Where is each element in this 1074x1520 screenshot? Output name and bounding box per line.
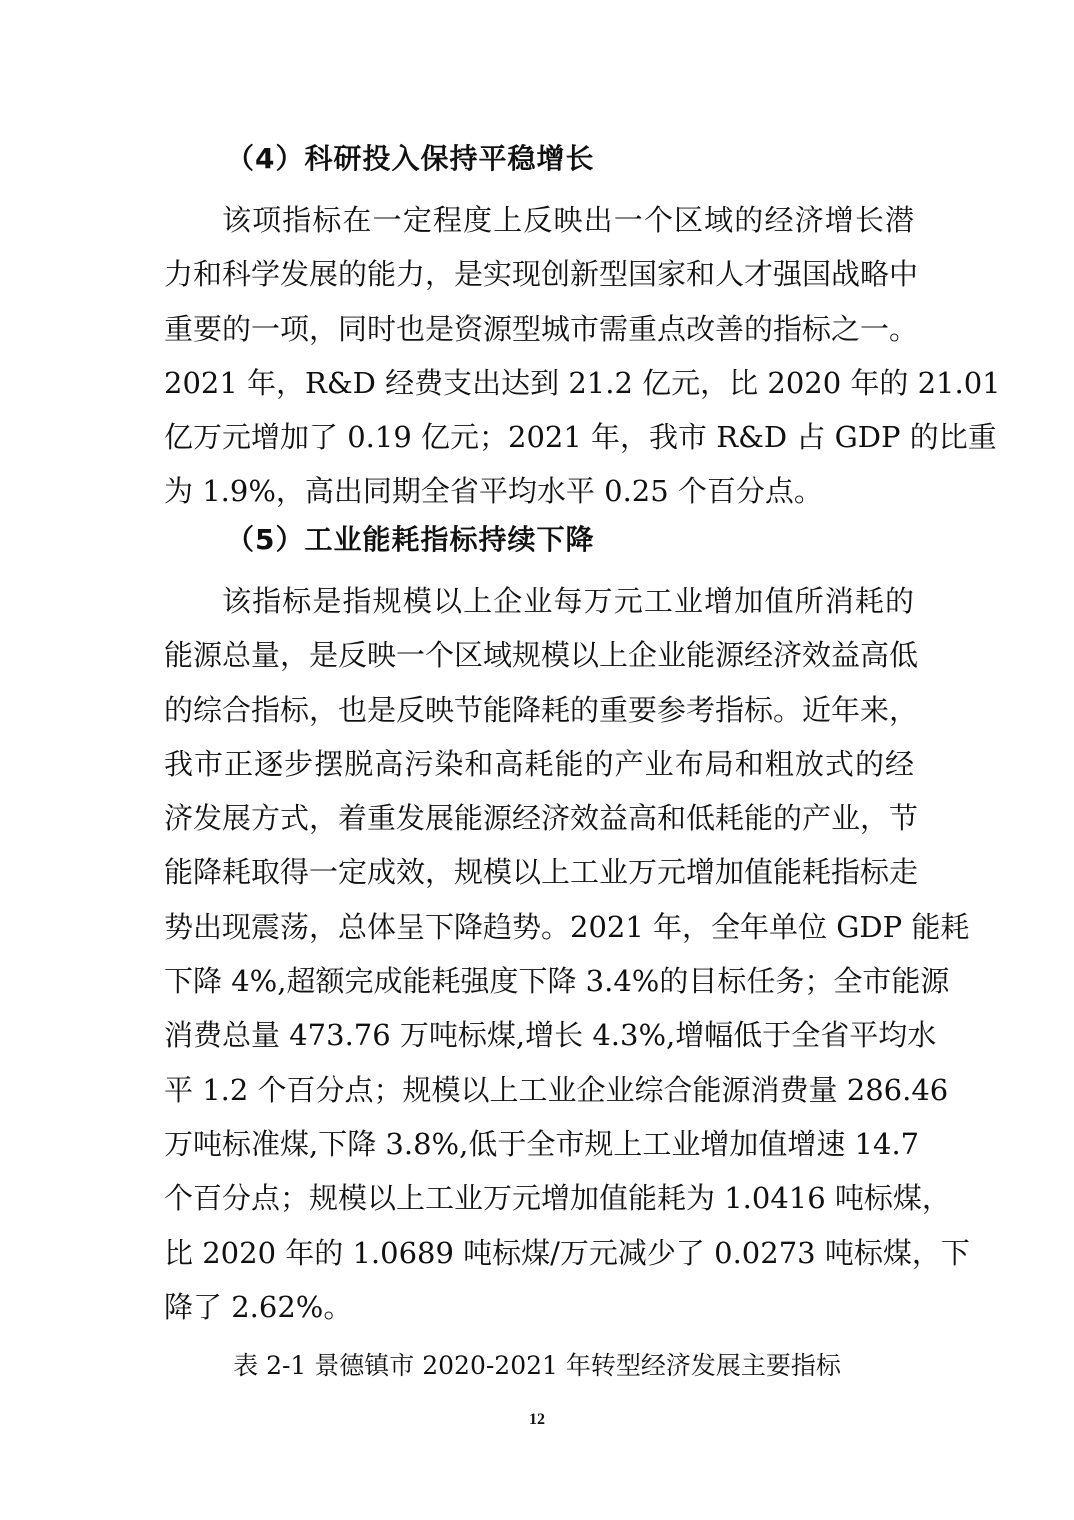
paragraph-line: 该项指标在一定程度上反映出一个区域的经济增长潜	[222, 203, 914, 237]
paragraph-energy-consumption	[164, 574, 970, 1334]
section-heading-energy-consumption: （5）工业能耗指标持续下降	[226, 523, 595, 556]
paragraph-line: 降了 2.62%。	[164, 1289, 353, 1324]
paragraph-line: 为 1.9%，高出同期全省平均水平 0.25 个百分点。	[164, 474, 823, 509]
paragraph-line: 平 1.2 个百分点；规模以上工业企业综合能源消费量 286.46	[164, 1072, 949, 1107]
paragraph-line: 的综合指标，也是反映节能降耗的重要参考指标。近年来，	[164, 692, 919, 727]
table-caption: 表 2-1 景德镇市 2020-2021 年转型经济发展主要指标	[233, 1351, 841, 1380]
paragraph-line: 该指标是指规模以上企业每万元工业增加值所消耗的	[222, 584, 914, 618]
paragraph-line: 济发展方式，着重发展能源经济效益高和低耗能的产业，节	[164, 801, 919, 836]
paragraph-line: 亿万元增加了 0.19 亿元；2021 年，我市 R&D 占 GDP 的比重	[164, 420, 997, 455]
section-heading-rd-investment: （4）科研投入保持平稳增长	[226, 142, 595, 175]
paragraph-line: 万吨标准煤,下降 3.8%,低于全市规上工业增加值增速 14.7	[164, 1126, 920, 1161]
paragraph-line: 2021 年，R&D 经费支出达到 21.2 亿元，比 2020 年的 21.01	[164, 365, 1001, 400]
paragraph-line: 力和科学发展的能力，是实现创新型国家和人才强国战略中	[164, 257, 919, 292]
paragraph-line: 消费总量 473.76 万吨标煤,增长 4.3%,增幅低于全省平均水	[164, 1018, 937, 1053]
paragraph-line: 势出现震荡，总体呈下降趋势。2021 年，全年单位 GDP 能耗	[164, 909, 970, 944]
paragraph-line: 下降 4%,超额完成能耗强度下降 3.4%的目标任务；全市能源	[164, 964, 950, 999]
page-number: 12	[529, 1411, 545, 1428]
paragraph-line: 比 2020 年的 1.0689 吨标煤/万元减少了 0.0273 吨标煤，下	[164, 1235, 970, 1270]
paragraph-line: 重要的一项，同时也是资源型城市需重点改善的指标之一。	[164, 311, 919, 346]
paragraph-line: 能源总量，是反映一个区域规模以上企业能源经济效益高低	[164, 638, 919, 673]
paragraph-line: 能降耗取得一定成效，规模以上工业万元增加值能耗指标走	[164, 855, 919, 890]
paragraph-rd-investment	[164, 193, 1001, 519]
paragraph-line: 个百分点；规模以上工业万元增加值能耗为 1.0416 吨标煤，	[164, 1181, 951, 1216]
paragraph-line: 我市正逐步摆脱高污染和高耗能的产业布局和粗放式的经	[164, 746, 914, 781]
